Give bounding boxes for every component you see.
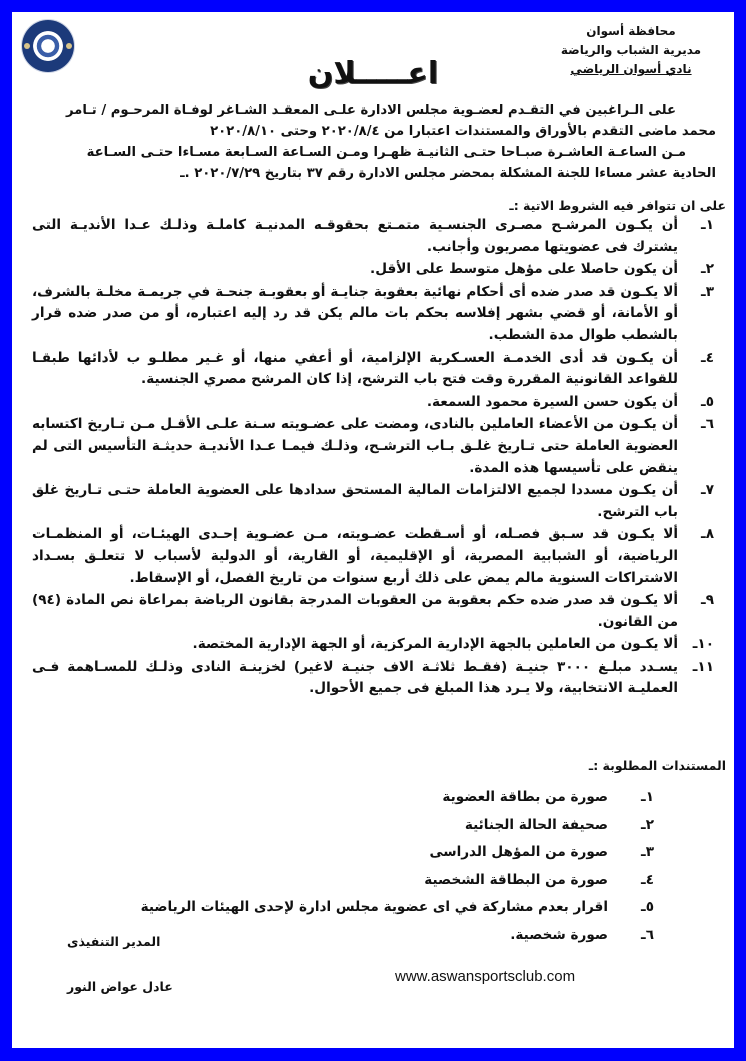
announcement-sheet (12, 12, 734, 1048)
condition-text: أن يكون حاصلا على مؤهل متوسط على الأقل. (370, 261, 678, 278)
condition-text: ألا يكـون قد صدر ضده أى أحكام نهائية بعقوبة جنايـة أو بعقوبـة جنحـة في جريمـة مخلـة بالشرف، أو الأمانة، أو قضي بشهر إفلاسه بحكم بات مالم يكن قد رد إليه اعتباره، أو من صدر ضده قرار بالشطب طوال مدة الشطب. (32, 283, 678, 343)
condition-number: ٩ـ (701, 592, 714, 609)
condition-item (32, 657, 724, 700)
document-item (141, 812, 654, 840)
document-text: صورة من بطاقة العضوية (442, 789, 608, 805)
club-label: نادي أسوان الرياضي (570, 62, 692, 76)
condition-number: ٣ـ (701, 283, 714, 300)
intro-line-1: على الـراغبين في التقـدم لعضـوية مجلس الادارة علـى المعقـد الشـاغر لوفـاة المرحـوم / تـامر (65, 103, 676, 118)
document-text: صورة من المؤهل الدراسى (429, 844, 608, 861)
document-text: صحيفة الحالة الجنائية (464, 816, 608, 833)
condition-text: أن يكـون من الأعضاء العاملين بالنادى، ومضت على عضـويته سـنة علـى الأقـل مـن تـاريخ اكتسابه العضوية العاملة حتى تـاريخ غلـق بـاب الترشـح، وذلـك فيمـا عـدا الأنديـة حديثـة التأسيس التى لم ينقض على تأسيسها هذه المدة. (32, 416, 678, 476)
condition-text: أن يكـون مسددا لجميع الالتزامات المالية المستحق سدادها على العضوية العاملة حتـى تـاريخ غلق باب الترشح. (32, 482, 678, 520)
intro-line-4: الحادية عشر مساءا للجنة المشكلة بمحضر مجلس الادارة رقم ٣٧ بتاريخ ٢٠٢٠/٧/٢٩ .ـ (180, 166, 716, 181)
document-number: ٢ـ (641, 816, 654, 833)
conditions-list (32, 215, 724, 701)
page-title: اعـــــلان (307, 56, 439, 91)
logo-dot-left (24, 43, 30, 49)
condition-item (32, 414, 724, 479)
condition-number: ١١ـ (692, 658, 714, 675)
condition-item (32, 392, 724, 414)
condition-number: ٧ـ (701, 482, 714, 499)
website-link[interactable]: www.aswansportsclub.com (395, 968, 576, 985)
documents-heading: المستندات المطلوبة :ـ (588, 758, 726, 773)
document-item (141, 867, 654, 895)
document-item (141, 839, 654, 867)
directorate-label: مديرية الشباب والرياضة (560, 43, 702, 57)
document-item (141, 922, 654, 950)
condition-item (32, 590, 724, 633)
condition-item (32, 215, 724, 258)
condition-item (32, 480, 724, 523)
document-number: ١ـ (641, 789, 654, 805)
condition-text: ألا يكـون من العاملين بالجهة الإدارية المركزية، أو الجهة الإدارية المختصة. (192, 636, 678, 653)
condition-text: ألا يكـون قد صدر ضده حكم بعقوبة من العقوبات المدرجة بقانون الرياضة بمراعاة نص المادة (٩٤) من القانون. (32, 592, 678, 630)
condition-item (32, 524, 724, 589)
condition-item (32, 348, 724, 391)
document-text: اقرار بعدم مشاركة في اى عضوية مجلس ادارة لإحدى الهيئات الرياضية (140, 899, 608, 916)
condition-text: أن يكـون قد أدى الخدمـة العسـكرية الإلزامية، أو أعفي منها، أو غـير مطلـو ب لأدائها طبقـا للقواعد القانونية المقررة وقت فتح باب الترشح، إذا كان المرشح مصري الجنسية. (32, 349, 678, 388)
condition-number: ٨ـ (701, 526, 714, 543)
condition-number: ١٠ـ (692, 636, 714, 653)
condition-number: ٤ـ (701, 349, 714, 366)
condition-number: ١ـ (701, 217, 714, 233)
document-number: ٣ـ (641, 844, 654, 861)
documents-list (141, 784, 654, 950)
signatory-title: المدير التنفيذى (67, 934, 161, 949)
document-item (141, 894, 654, 922)
governorate-label: محافظة أسوان (586, 24, 676, 38)
intro-line-3: مـن الساعـة العاشـرة صبـاحا حتـى الثانيـة ظهـرا ومـن السـاعة السـابعة مسـاءا حتـى السـاعة (86, 145, 686, 160)
condition-text: أن يكـون المرشـح مصـرى الجنسـية متمـتع بحقوقـه المدنيـة كاملـة وذلـك عـدا الأنديـة التى يشترك فى عضويتها مصريون وأجانب. (32, 217, 678, 255)
document-text: صورة من البطاقة الشخصية (424, 871, 608, 888)
condition-text: ألا يكـون قد سـبق فصـله، أو أسـقطت عضـويته، مـن عضـوية إحـدى الهيئـات، أو المنظمـات الرياضية، أو الشبابية المصرية، أو الإقليمية، أو القارية، أو الدولية لأسباب لا تتعلـق بسـداد الاشتراكات السنوية مالم يمض على ذلك أربع سنوات من تاريخ الفصل، أو الإسقاط. (32, 526, 678, 586)
condition-item (32, 282, 724, 347)
document-number: ٤ـ (641, 871, 654, 888)
document-text: صورة شخصية. (510, 926, 608, 943)
condition-text: أن يكون حسن السيرة محمود السمعة. (426, 393, 678, 410)
condition-number: ٦ـ (701, 416, 714, 433)
condition-item (32, 259, 724, 281)
condition-number: ٢ـ (701, 261, 714, 278)
document-item (141, 784, 654, 812)
condition-item (32, 634, 724, 656)
document-number: ٦ـ (641, 926, 654, 943)
logo-dot-right (66, 43, 72, 49)
conditions-heading: على ان تتوافر فيه الشروط الاتية :ـ (509, 198, 726, 213)
condition-number: ٥ـ (701, 393, 714, 410)
signatory-name: عادل عواض النور (67, 979, 173, 994)
intro-text (30, 100, 716, 184)
intro-line-2: محمد ماضى التقدم بالأوراق والمستندات اعتبارا من ٢٠٢٠/٨/٤ وحتى ٢٠٢٠/٨/١٠ (210, 124, 716, 139)
document-number: ٥ـ (641, 899, 654, 916)
condition-text: يسـدد مبلـغ ٣٠٠٠ جنيـة (فقـط ثلاثـة الاف جنيـة لاغير) لخزينـة النادى وذلـك للمسـاهمة فـى العمليـة الانتخابية، ولا يـرد هذا المبلغ فى جميع الأحوال. (32, 658, 679, 697)
